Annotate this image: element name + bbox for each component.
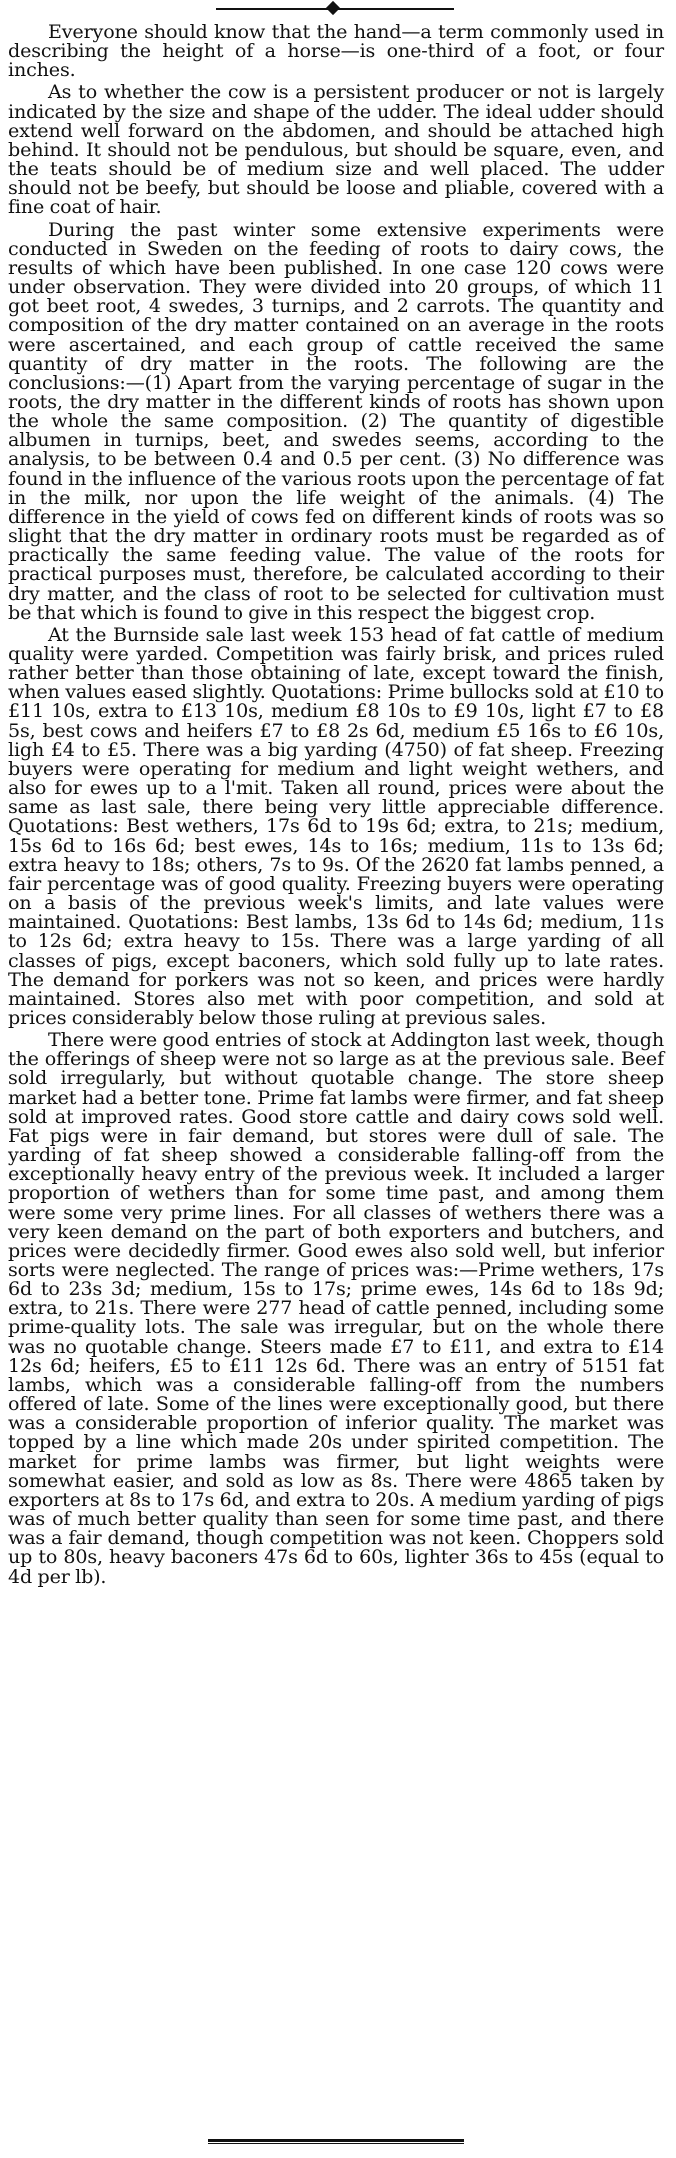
paragraph-cow-udder: As to whether the cow is a persistent producer or not is largely indicated by the size and shape of the udder. The ideal udder should extend well forward on the abdomen, and should be attached high behind. It should not be pendulous, but should be square, even, and the teats should be of medium size and well placed. The udder should not be beefy, but should be loose and pliable, covered with a fine coat of hair. xyxy=(8,80,664,219)
top-ornamental-rule xyxy=(8,0,664,18)
bottom-closing-rule xyxy=(208,2139,464,2144)
paragraph-burnside-sale: At the Burnside sale last week 153 head of fat cattle of medium quality were yarded. Competition was fairly brisk, and prices ruled rather better than those obtaining of late, except toward the finish, when values eased slightly. Quotations: Prime bullocks sold at £10 to £11 10s, extra to £13 10s, medium £8 10s to £9 10s, light £7 to £8 5s, best cows and heifers £7 to £8 2s 6d, medium £5 16s to £6 10s, ligh £4 to £5. There was a big yarding (4750) of fat sheep. Freezing buyers were operating for medium and light weight wethers, and also for ewes up to a l'mit. Taken all round, prices were about the same as last sale, there being very little appreciable difference. Quotations: Best wethers, 17s 6d to 19s 6d; extra, to 21s; medium, 15s 6d to 16s 6d; best ewes, 14s to 16s; medium, 11s to 13s 6d; extra heavy to 18s; others, 7s to 9s. Of the 2620 fat lambs penned, a fair percentage was of good quality. Freezing buyers were operating on a basis of the previous week's limits, and late values were maintained. Quotations: Best lambs, 13s 6d to 14s 6d; medium, 11s to 12s 6d; extra heavy to 15s. There was a large yarding of all classes of pigs, except baconers, which sold fully up to late rates. The demand for porkers was not so keen, and prices were hardly maintained. Stores also met with poor competition, and sold at prices considerably below those ruling at previous sales. xyxy=(8,622,664,1029)
rule-thick-line xyxy=(208,2139,464,2142)
diamond-ornament-icon xyxy=(326,1,340,15)
article-column xyxy=(8,0,664,2158)
paragraph-sweden-roots-experiment: During the past winter some extensive experiments were conducted in Sweden on the feeding of roots to dairy cows, the results of which have been published. In one case 120 cows were under observation. They were divided into 20 groups, of which 11 got beet root, 4 swedes, 3 turnips, and 2 carrots. The quantity and composition of the dry matter contained on an average in the roots were ascertained, and each group of cattle received the same quantity of dry matter in the roots. The following are the conclusions:—(1) Apart from the varying percentage of sugar in the roots, the dry matter in the different kinds of roots has shown upon the whole the same composition. (2) The quantity of digestible albumen in turnips, beet, and swedes seems, according to the analysis, to be between 0.4 and 0.5 per cent. (3) No difference was found in the influence of the various roots upon the percentage of fat in the milk, nor upon the life weight of the animals. (4) The difference in the yield of cows fed on different kinds of roots was so slight that the dry matter in ordinary roots must be regarded as of practically the same feeding value. The value of the roots for practical purposes must, therefore, be calculated according to their dry matter, and the class of root to be selected for cultivation must be that which is found to give in this respect the biggest crop. xyxy=(8,217,664,624)
paragraph-horse-hand: Everyone should know that the hand—a term commonly used in describing the height of a horse—is one-third of a foot, or four inches. xyxy=(8,20,664,82)
paragraph-addington-sale: There were good entries of stock at Addington last week, though the offerings of sheep were not so large as at the previous sale. Beef sold irregularly, but without quotable change. The store sheep market had a better tone. Prime fat lambs were firmer, and fat sheep sold at improved rates. Good store cattle and dairy cows sold well. Fat pigs were in fair demand, but stores were dull of sale. The yarding of fat sheep showed a considerable falling-off from the exceptionally heavy entry of the previous week. It included a larger proportion of wethers than for some time past, and among them were some very prime lines. For all classes of wethers there was a very keen demand on the part of both exporters and butchers, and prices were decidedly firmer. Good ewes also sold well, but inferior sorts were neglected. The range of prices was:—Prime wethers, 17s 6d to 23s 3d; medium, 15s to 17s; prime ewes, 14s 6d to 18s 9d; extra, to 21s. There were 277 head of cattle penned, including some prime-quality lots. The sale was irregular, but on the whole there was no quotable change. Steers made £7 to £11, and extra to £14 12s 6d; heifers, £5 to £11 12s 6d. There was an entry of 5151 fat lambs, which was a considerable falling-off from the numbers offered of late. Some of the lines were exceptionally good, but there was a considerable proportion of inferior quality. The market was topped by a line which made 20s under spirited competition. The market for prime lambs was firmer, but light weights were somewhat easier, and sold as low as 8s. There were 4865 taken by exporters at 8s to 17s 6d, and extra to 20s. A medium yarding of pigs was of much better quality than seen for some time past, and there was a fair demand, though competition was not keen. Choppers sold up to 80s, heavy baconers 47s 6d to 60s, lighter 36s to 45s (equal to 4d per lb). xyxy=(8,1028,664,1588)
rule-thin-line xyxy=(208,2143,464,2144)
